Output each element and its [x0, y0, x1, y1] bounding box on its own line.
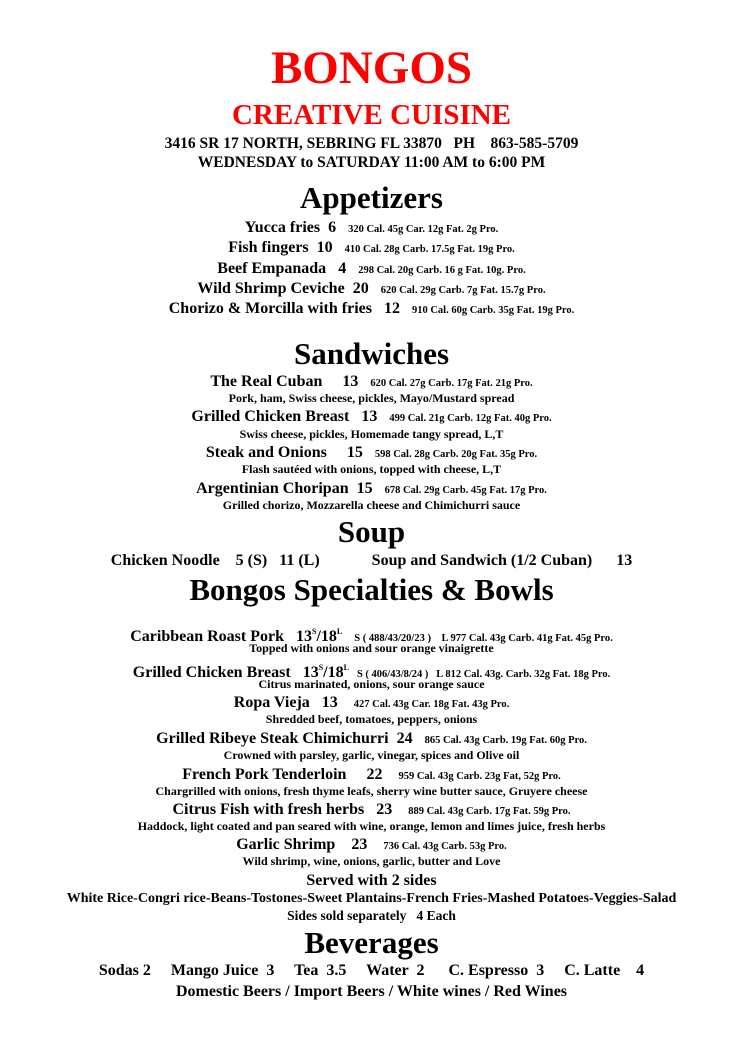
item-name: French Pork Tenderloin	[182, 766, 347, 783]
item-price: 15	[346, 444, 363, 461]
item-description: Flash sautéed with onions, topped with cheese, L,T	[241, 462, 502, 476]
item-name: Citrus Fish with fresh herbs	[172, 801, 365, 818]
menu-item	[0, 238, 743, 260]
item-name: Argentinian Choripan	[196, 480, 349, 497]
item-price: $13^S/18^L$	[302, 663, 349, 681]
item-price: 23	[351, 836, 368, 853]
item-nutrition: 410 Cal. 28g Carb. 17.5g Fat. 19g Pro.	[344, 244, 515, 255]
item-description: Chargrilled with onions, fresh thyme leafs, sherry wine butter sauce, Gruyere cheese	[155, 784, 588, 798]
item-price: 24	[396, 730, 413, 747]
appetizers-heading: Appetizers	[300, 180, 443, 215]
item-nutrition: 910 Cal. 60g Carb. 35g Fat. 19g Pro.	[411, 305, 575, 316]
item-name: Fish fingers	[228, 239, 309, 256]
menu-item	[0, 279, 743, 301]
item-nutrition: S ( 406/43/8/24 ) L 812 Cal. 43g. Carb. 32g Fat. 18g Pro.	[356, 669, 611, 680]
address: 3416 SR 17 NORTH, SEBRING FL 33870	[164, 135, 442, 152]
menu-item	[0, 218, 743, 240]
beverages-heading: Beverages	[304, 925, 439, 960]
item-name: The Real Cuban	[210, 373, 323, 390]
item-nutrition: 499 Cal. 21g Carb. 12g Fat. 40g Pro.	[389, 413, 552, 424]
phone-number: 863-585-5709	[490, 135, 579, 152]
hours: WEDNESDAY to SATURDAY 11:00 AM to 6:00 PM	[197, 154, 546, 171]
item-price: $13^S/18^L$	[296, 627, 343, 645]
item-price: 22	[366, 766, 383, 783]
item-nutrition: 320 Cal. 45g Car. 12g Fat. 2g Pro.	[348, 224, 499, 235]
soup-heading: Soup	[337, 514, 406, 549]
item-nutrition: 427 Cal. 43g Car. 18g Fat. 43g Pro.	[353, 699, 510, 710]
item-price: 23	[376, 801, 393, 818]
item-nutrition: 959 Cal. 43g Carb. 23g Fat, 52g Pro.	[398, 771, 561, 782]
item-nutrition: 736 Cal. 43g Carb. 53g Pro.	[383, 841, 507, 852]
item-description: Citrus marinated, onions, sour orange sauce	[258, 677, 485, 691]
menu-item	[0, 299, 743, 321]
sides-note: Sides sold separately 4 Each	[287, 908, 456, 923]
soup-item-price: 5 (S) 11 (L)	[235, 552, 320, 569]
item-name: Caribbean Roast Pork	[130, 628, 284, 645]
item-name: Ropa Vieja	[233, 694, 310, 711]
soup-item-name: Chicken Noodle	[110, 552, 220, 569]
item-name: Grilled Chicken Breast	[132, 664, 291, 681]
soup-item-price: 13	[616, 552, 633, 569]
item-nutrition: 889 Cal. 43g Carb. 17g Fat. 59g Pro.	[408, 806, 571, 817]
restaurant-subtitle: CREATIVE CUISINE	[231, 99, 512, 131]
soup-item-name: Soup and Sandwich (1/2 Cuban)	[371, 552, 593, 569]
sandwiches-heading: Sandwiches	[293, 336, 450, 371]
served-with-sides: Served with 2 sides	[306, 872, 437, 889]
item-description: Crowned with parsley, garlic, vinegar, spices and Olive oil	[223, 748, 520, 762]
item-description: Haddock, light coated and pan seared with wine, orange, lemon and limes juice, fresh herbs	[137, 819, 606, 833]
item-name: Garlic Shrimp	[236, 836, 336, 853]
item-description: Shredded beef, tomatoes, peppers, onions	[265, 712, 478, 726]
item-name: Wild Shrimp Ceviche	[197, 280, 345, 297]
item-description: Wild shrimp, wine, onions, garlic, butter and Love	[242, 854, 501, 868]
item-price: 15	[356, 480, 373, 497]
item-name: Grilled Ribeye Steak Chimichurri	[156, 730, 389, 747]
item-nutrition: 620 Cal. 27g Carb. 17g Fat. 21g Pro.	[370, 378, 533, 389]
item-description: Topped with onions and sour orange vinaigrette	[249, 641, 494, 655]
item-price: 10	[316, 239, 333, 256]
item-nutrition: 598 Cal. 28g Carb. 20g Fat. 35g Pro.	[374, 449, 538, 460]
item-nutrition: 678 Cal. 29g Carb. 45g Fat. 17g Pro.	[384, 485, 547, 496]
item-nutrition: 865 Cal. 43g Carb. 19g Fat. 60g Pro.	[424, 735, 587, 746]
restaurant-name: BONGOS	[270, 42, 473, 94]
item-name: Beef Empanada	[217, 260, 327, 277]
item-price: 13	[321, 694, 338, 711]
item-price: 13	[361, 408, 378, 425]
item-description: Grilled chorizo, Mozzarella cheese and Chimichurri sauce	[222, 498, 521, 512]
specialties-heading: Bongos Specialties & Bowls	[189, 572, 554, 607]
item-name: Grilled Chicken Breast	[191, 408, 350, 425]
sides-list: White Rice-Congri rice-Beans-Tostones-Sweet Plantains-French Fries-Mashed Potatoes-Veggies-Salad	[66, 891, 677, 906]
beverages-list: Sodas 2 Mango Juice 3 Tea 3.5 Water 2 C. Espresso 3 C. Latte 4	[98, 962, 645, 979]
item-name: Yucca fries	[244, 219, 321, 236]
item-nutrition: S ( 488/43/20/23 ) L 977 Cal. 43g Carb. 41g Fat. 45g Pro.	[354, 633, 613, 644]
soup-row	[0, 551, 743, 571]
item-name: Chorizo & Morcilla with fries	[168, 300, 372, 317]
menu-item	[0, 259, 743, 281]
phone-label: PH	[453, 135, 476, 152]
item-nutrition: 620 Cal. 29g Carb. 7g Fat. 15.7g Pro.	[380, 285, 546, 296]
item-nutrition: 298 Cal. 20g Carb. 16 g Fat. 10g. Pro.	[358, 265, 526, 276]
item-price: 12	[383, 300, 400, 317]
item-description: Swiss cheese, pickles, Homemade tangy spread, L,T	[239, 427, 504, 441]
item-price: 13	[342, 373, 359, 390]
item-price: 20	[352, 280, 369, 297]
item-description: Pork, ham, Swiss cheese, pickles, Mayo/Mustard spread	[228, 391, 515, 405]
contact-line	[0, 134, 743, 153]
item-name: Steak and Onions	[205, 444, 327, 461]
item-price: 6	[328, 219, 337, 236]
item-price: 4	[338, 260, 347, 277]
drinks-list: Domestic Beers / Import Beers / White wines / Red Wines	[175, 983, 568, 1000]
